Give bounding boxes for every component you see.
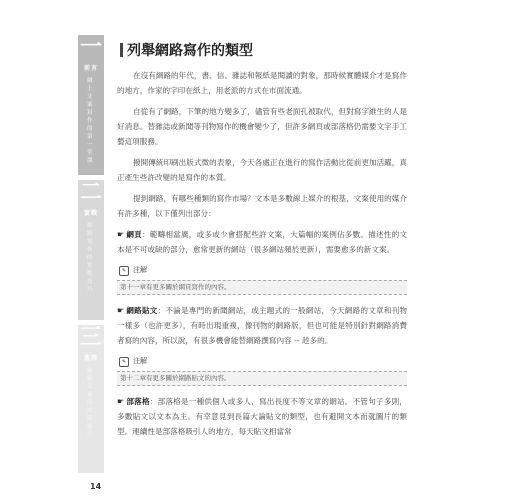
body-text: [117, 68, 407, 443]
bullet-item: [117, 394, 407, 439]
chapter-number: 一: [79, 35, 102, 60]
note-block: [117, 354, 407, 386]
note-label: 注解: [133, 357, 147, 365]
note-header: [119, 263, 407, 278]
bullet-title: 網路貼文: [126, 306, 158, 315]
bullet-title: 網頁: [126, 230, 142, 239]
bullet-text: ：不論是專門的新聞網站，或主題式的一般網站，今天網路的文章和刊物一樣多（也許更多），有時出現重複，像刊物的網路版，但也可能是特別針對網路消費者寫的內容，所以說，有很多機會能替網路撰寫內容 -- 趁多的。: [117, 306, 408, 345]
chapter-number: 三: [79, 325, 102, 350]
chapter-title: 網路寫作的實戰技巧: [87, 223, 93, 293]
note-text: 第十二章有更多關於網路貼文的內容。: [117, 371, 407, 386]
page-number: 14: [90, 482, 102, 491]
paragraph: 提到網路，有哪些種類的寫作市場？文本是多數線上媒介的根基，文案使用的媒介有許多種，以下僅列出部分：: [117, 194, 407, 218]
note-icon: ✎: [119, 357, 129, 367]
section-heading: [120, 40, 253, 60]
hand-pointer-icon: ☛: [117, 306, 125, 315]
note-header: [119, 354, 407, 369]
note-label: 注解: [133, 266, 147, 274]
hand-pointer-icon: ☛: [117, 230, 125, 239]
chapter-title: 網上文案寫作的第一堂課: [87, 78, 93, 164]
bullet-text: ：部落格是一種供個人或多人，寫出長度不等文章的網站。不管句子多則，多數貼文以文本為主。有幸意見到長篇大論貼文的類型，也有避開文本而就圖片的類型。連續性是部落格吸引人的地方，每天貼文相當常: [117, 397, 407, 436]
chapter-number: 二: [79, 180, 102, 205]
bullet-text: ：範疇相當廣，或多或少會搭配些許文案，大篇幅的案例佔多數。描述性的文本是不可或缺的部分，愈常更新的網站（很多網站頻於更新），需要愈多的新文案。: [117, 230, 407, 254]
heading-marker: [120, 43, 123, 57]
chapter-tab-2: [78, 180, 104, 320]
paragraph: 在沒有網路的年代，書、信、雜誌和報紙是閱讀的對象，那時候實體媒介才是寫作的地方，作家的字印在紙上，用老派的方式在市面流通。: [117, 71, 407, 95]
chapter-label: 前言: [83, 65, 98, 72]
paragraph: 自從有了網路，下筆的地方變多了，儘管有些老面孔被取代，但對寫字維生的人是好消息。替雜誌或新聞等刊物寫作的機會變少了，但許多網頁或部落格仍需要文字手工藝這項服務。: [117, 107, 407, 146]
bullet-item: [117, 227, 407, 257]
chapter-label: 進階: [83, 355, 98, 362]
chapter-title: 網路文案的進階應用: [87, 368, 93, 438]
note-text: 第十一章有更多關於網頁寫作的內容。: [117, 280, 407, 295]
bullet-title: 部落格: [126, 397, 150, 406]
bullet-item: [117, 303, 407, 348]
hand-pointer-icon: ☛: [117, 397, 125, 406]
chapter-label: 實戰: [83, 210, 98, 217]
chapter-tab-1: [78, 35, 104, 175]
paragraph: 撥開傳統印刷出版式微的表象，今天各處正在進行的寫作活動比從前更加活躍，真正產生些許改變的是寫作的本質。: [117, 158, 407, 182]
chapter-tab-3: [78, 325, 104, 473]
note-block: [117, 263, 407, 295]
heading-text: 列舉網路寫作的類型: [127, 43, 253, 59]
note-icon: ✎: [119, 266, 129, 276]
